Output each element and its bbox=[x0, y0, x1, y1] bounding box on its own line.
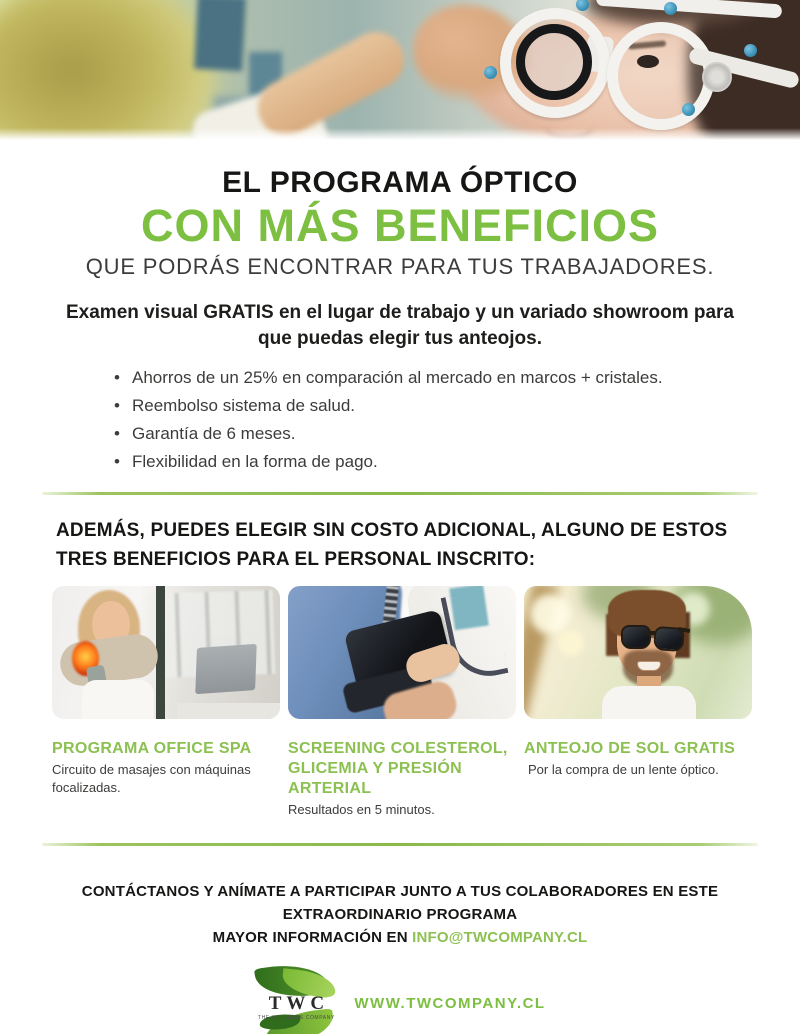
benefit-card-screening bbox=[288, 731, 516, 819]
benefit-caption-row bbox=[52, 731, 748, 819]
headline-subtitle: QUE PODRÁS ENCONTRAR PARA TUS TRABAJADORES. bbox=[85, 254, 715, 279]
list-item: • Reembolso sistema de salud. bbox=[112, 392, 800, 420]
benefit-title: SCREENING COLESTEROL, GLICEMIA Y PRESIÓN ARTERIAL bbox=[288, 740, 508, 798]
list-item: • Flexibilidad en la forma de pago. bbox=[112, 448, 800, 476]
contact-text: CONTÁCTANOS Y ANÍMATE A PARTICIPAR JUNTO A TUS COLABORADORES EN ESTE EXTRAORDINARIO PROGRAMA bbox=[81, 882, 719, 924]
contact-info-prefix: MAYOR INFORMACIÓN EN bbox=[212, 929, 413, 947]
benefit-description: Resultados en 5 minutos. bbox=[288, 802, 435, 818]
blurred-optician-head bbox=[0, 0, 216, 140]
twc-logo bbox=[254, 962, 338, 1034]
photo-bottom-fade bbox=[0, 128, 800, 140]
green-divider bbox=[42, 492, 758, 495]
headline-accent: CON MÁS BENEFICIOS bbox=[140, 199, 660, 251]
benefit-title: ANTEOJO DE SOL GRATIS bbox=[524, 740, 736, 758]
trial-frame-dial bbox=[702, 62, 732, 92]
laptop bbox=[195, 644, 256, 694]
woman-shirt bbox=[82, 680, 154, 719]
benefit-card-sunglasses bbox=[524, 731, 752, 819]
benefit-photo-row bbox=[52, 586, 748, 719]
blue-knob bbox=[576, 0, 589, 11]
man-smile bbox=[637, 661, 661, 671]
benefit-description: Por la compra de un lente óptico. bbox=[528, 762, 719, 778]
benefit-description: Circuito de masajes con máquinas focalizadas. bbox=[52, 762, 251, 795]
benefit-bullet-list bbox=[112, 364, 800, 476]
headline-block bbox=[0, 166, 800, 280]
office-spa-photo bbox=[52, 586, 280, 719]
blood-pressure-screening-photo bbox=[288, 586, 516, 719]
light-bokeh bbox=[558, 630, 584, 656]
intro-text: Examen visual GRATIS en el lugar de trabajo y un variado showroom para que puedas elegir tus anteojos. bbox=[66, 302, 734, 350]
trial-lens-black-rim bbox=[516, 24, 592, 100]
list-item: • Garantía de 6 meses. bbox=[112, 420, 800, 448]
patient-eye bbox=[637, 55, 659, 68]
logo-subtext: THE WELLNESS COMPANY bbox=[257, 1014, 335, 1021]
sunglasses-left-lens bbox=[621, 625, 651, 649]
section-heading: ADEMÁS, PUEDES ELEGIR SIN COSTO ADICIONAL, ALGUNO DE ESTOS TRES BENEFICIOS PARA EL PERSONAL INSCRITO: bbox=[56, 520, 728, 570]
blue-knob bbox=[682, 103, 695, 116]
blue-knob bbox=[744, 44, 757, 57]
man-tshirt bbox=[602, 686, 696, 719]
trial-frame-right-lens bbox=[607, 22, 715, 130]
hero-eye-exam-photo bbox=[0, 0, 800, 140]
green-divider bbox=[42, 843, 758, 846]
background-window-shape bbox=[194, 0, 246, 71]
footer bbox=[0, 962, 800, 1034]
benefit-title: PROGRAMA OFFICE SPA bbox=[52, 740, 252, 758]
sunglasses-bridge bbox=[646, 631, 656, 635]
benefit-card-office-spa bbox=[52, 731, 280, 819]
blue-knob bbox=[664, 2, 677, 15]
list-item: • Ahorros de un 25% en comparación al mercado en marcos + cristales. bbox=[112, 364, 800, 392]
desk bbox=[177, 703, 280, 719]
contact-block bbox=[55, 880, 745, 950]
logo-monogram: TWC bbox=[268, 992, 330, 1014]
email-link[interactable]: INFO@TWCOMPANY.CL bbox=[412, 929, 588, 947]
headline-primary: EL PROGRAMA ÓPTICO bbox=[222, 166, 578, 199]
website-link[interactable]: WWW.TWCOMPANY.CL bbox=[354, 995, 546, 1013]
blue-knob bbox=[484, 66, 497, 79]
man-with-sunglasses-photo bbox=[524, 586, 752, 719]
light-bokeh bbox=[530, 594, 570, 634]
